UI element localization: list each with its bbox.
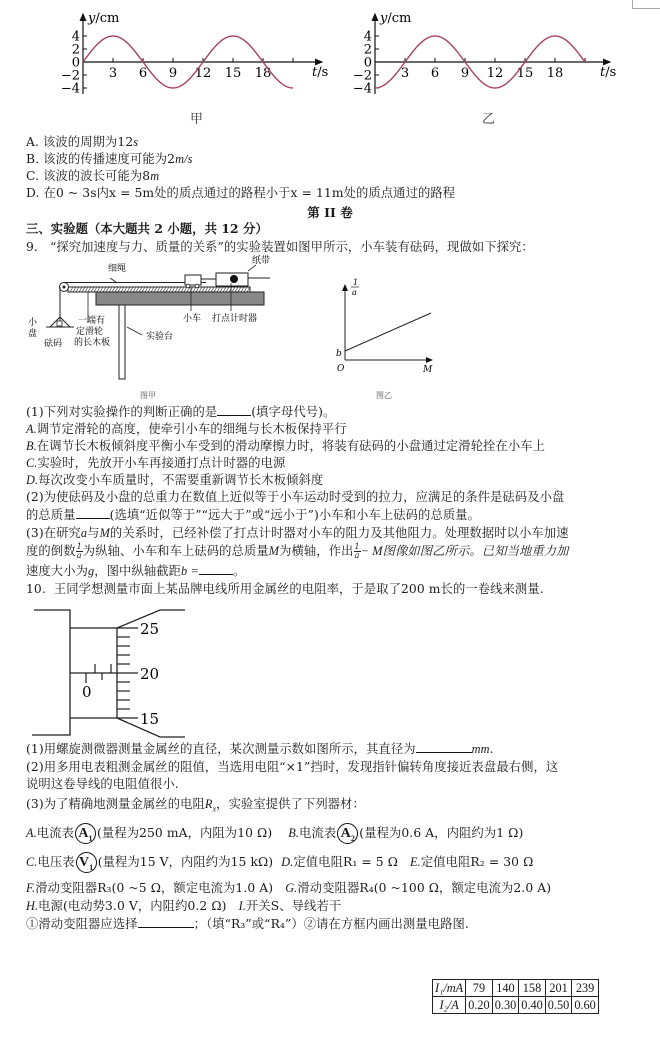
table-cell: 0.30 bbox=[492, 997, 519, 1014]
label-weight: 砝码 bbox=[44, 339, 63, 349]
y-tick-label: 2 bbox=[363, 42, 372, 58]
y-tick-label: 0 bbox=[71, 55, 80, 71]
x-tick-label: 18 bbox=[546, 66, 564, 81]
x-axis-label: t/s bbox=[312, 65, 329, 80]
voltmeter-v1-icon: $V_1$ bbox=[76, 852, 97, 873]
equipment-line-ab: A.电流表 $A_1$ (量程为250 mA，内阻为10 Ω) B.电流表 $A_2$ (量程为0.6 A，内阻约为1 Ω) bbox=[26, 822, 523, 844]
x-tick-label: 12 bbox=[486, 66, 504, 81]
option-a: A. 该波的周期为12s bbox=[26, 135, 139, 149]
label-pan-1: 小 bbox=[28, 318, 38, 328]
x-tick-label: 15 bbox=[516, 66, 534, 81]
q10-sub2-line2: 说明这卷导线的电阻值很小. bbox=[26, 777, 179, 791]
sleeve-zero-label: 0 bbox=[82, 683, 92, 701]
table-header-i2: I₂/A bbox=[433, 997, 466, 1014]
q9-sub3-line2: 度的倒数 $\frac{1}{a}$ 为纵轴、小车和车上砝码的总质量M为横轴，作出 $\frac{1}{a}$ − M图像如图乙所示。已知当地重力加 bbox=[26, 542, 569, 560]
q9-sub3-line3: 速度大小为g，图中纵轴截距b = 。 bbox=[26, 564, 246, 578]
answer-blank-1[interactable] bbox=[217, 404, 251, 416]
inverse-a-vs-m-graph bbox=[300, 265, 480, 405]
answer-blank-diameter[interactable] bbox=[416, 741, 472, 753]
q10-sub3: (3)为了精确地测量金属丝的电阻$R_x$，实验室提供了下列器材： bbox=[26, 797, 365, 814]
table-row bbox=[433, 997, 599, 1014]
label-board-1: 一端有 bbox=[78, 316, 106, 326]
table-cell: 201 bbox=[545, 980, 572, 997]
q9-sub1: (1)下列对实验操作的判断正确的是 (填字母代号)。 bbox=[26, 405, 336, 419]
option-d: D. 在0 ~ 3s内x = 5m处的质点通过的路程小于x = 11m处的质点通过的路程 bbox=[26, 186, 456, 200]
x-tick-label: 9 bbox=[460, 66, 470, 81]
q9-stem: 9. “探究加速度与力、质量的关系”的实验装置如图甲所示，小车装有砝码，现做如下探究： bbox=[26, 240, 534, 254]
thimble-label-15: 15 bbox=[140, 710, 160, 728]
origin-label: O bbox=[337, 364, 345, 374]
table-cell: 0.60 bbox=[572, 997, 599, 1014]
y-tick-label: −4 bbox=[60, 81, 80, 97]
table-cell: 0.50 bbox=[545, 997, 572, 1014]
equipment-line-hi: H.电源(电动势3.0 V，内阻约0.2 Ω) I.开关S、导线若干 bbox=[26, 899, 342, 913]
table-cell: 0.40 bbox=[519, 997, 546, 1014]
y-axis-label: y/cm bbox=[88, 11, 120, 26]
answer-blank-3[interactable] bbox=[199, 563, 233, 575]
ammeter-a1-icon: $A_1$ bbox=[75, 823, 96, 844]
x-tick-label: 6 bbox=[138, 66, 148, 81]
thimble-label-25: 25 bbox=[140, 620, 160, 638]
apparatus-diagram bbox=[20, 255, 290, 405]
y-tick-label: 4 bbox=[363, 29, 372, 45]
q9-sub2-line1: (2)为使砝码及小盘的总重力在数值上近似等于小车运动时受到的拉力，应满足的条件是砝码及小盘 bbox=[26, 490, 565, 504]
q9-sub3-line1: (3)在研究a与M的关系时，已经补偿了打点计时器对小车的阻力及其他阻力。处理数据时以小车加速 bbox=[26, 526, 569, 540]
q9-sub1-option-b: B.在调节长木板倾斜度平衡小车受到的滑动摩擦力时，将装有砝码的小盘通过定滑轮拴在小车上 bbox=[26, 439, 546, 453]
graph-line bbox=[345, 313, 431, 351]
chart-yi-caption: 乙 bbox=[482, 112, 496, 127]
label-cart: 小车 bbox=[183, 314, 202, 324]
label-rope: 细绳 bbox=[108, 264, 127, 274]
y-tick-label: 4 bbox=[71, 29, 80, 45]
x-tick-label: 9 bbox=[168, 66, 178, 81]
table-row bbox=[433, 980, 599, 997]
table-cell: 239 bbox=[572, 980, 599, 997]
current-data-table bbox=[432, 979, 599, 1014]
q9-sub2-line2: 的总质量 (选填“近似等于”“远大于”或“远小于”)小车和小车上砝码的总质量。 bbox=[26, 508, 481, 522]
chart-jia-caption: 甲 bbox=[190, 112, 204, 127]
x-tick-label: 18 bbox=[254, 66, 272, 81]
table-cell: 140 bbox=[492, 980, 519, 997]
label-board-2: 定滑轮 bbox=[76, 327, 104, 337]
q10-final: ①滑动变阻器应选择 ；（填“R₃”或“R₄”）②请在方框内画出测量电路图. bbox=[26, 917, 469, 931]
x-tick-label: 6 bbox=[430, 66, 440, 81]
equipment-line-cde: C.电压表 $V_1$ (量程为15 V，内阻约为15 kΩ) D.定值电阻R₁ = 5 Ω E.定值电阻R₂ = 30 Ω bbox=[26, 851, 533, 873]
y-tick-label: −4 bbox=[352, 81, 372, 97]
y-label-num: 1 bbox=[353, 278, 359, 287]
section-title: 第 II 卷 bbox=[307, 205, 353, 220]
x-label: M bbox=[423, 365, 433, 375]
label-board-3: 的长木板 bbox=[74, 338, 111, 348]
y-axis-label: y/cm bbox=[380, 11, 412, 26]
q9-sub1-option-c: C.实验时，先放开小车再接通打点计时器的电源 bbox=[26, 456, 286, 470]
y-tick-label: −2 bbox=[60, 68, 80, 84]
part-title: 三、实验题（本大题共 2 小题，共 12 分） bbox=[26, 221, 268, 236]
q9-sub1-option-d: D.每次改变小车质量时，不需要重新调节长木板倾斜度 bbox=[26, 473, 324, 487]
table-cell: 79 bbox=[466, 980, 493, 997]
x-tick-label: 12 bbox=[194, 66, 212, 81]
x-axis-label: t/s bbox=[600, 65, 617, 80]
q10-sub2-line1: (2)用多用电表粗测金属丝的阻值，当选用电阻“×1”挡时，发现指针偏转角度接近表盘最右侧，这 bbox=[26, 760, 559, 774]
option-b: B. 该波的传播速度可能为2m/s bbox=[26, 152, 193, 166]
q9-sub1-option-a: A.调节定滑轮的高度，使牵引小车的细绳与长木板保持平行 bbox=[26, 422, 347, 436]
table-cell: 158 bbox=[519, 980, 546, 997]
y-label-den: a bbox=[352, 288, 357, 297]
option-c: C. 该波的波长可能为8m bbox=[26, 169, 160, 183]
answer-blank-rheostat[interactable] bbox=[138, 916, 194, 928]
wave-charts bbox=[0, 0, 660, 130]
table-cell: 0.20 bbox=[466, 997, 493, 1014]
chart-jia bbox=[61, 11, 328, 97]
micrometer-diagram bbox=[20, 600, 220, 740]
label-tape: 纸带 bbox=[252, 256, 271, 266]
y-tick-label: 2 bbox=[71, 42, 80, 58]
x-tick-label: 15 bbox=[224, 66, 242, 81]
fig-jia-caption: 图甲 bbox=[140, 391, 156, 400]
q10-stem: 10. 王同学想测量市面上某品牌电线所用金属丝的电阻率，于是取了200 m长的一卷线来测量. bbox=[26, 582, 544, 596]
label-table: 实验台 bbox=[146, 332, 174, 342]
x-tick-label: 3 bbox=[400, 66, 410, 81]
q10-sub1: (1)用螺旋测微器测量金属丝的直径，某次测量示数如图所示，其直径为 mm. bbox=[26, 742, 494, 756]
equipment-line-fg: F.滑动变阻器R₃(0 ~5 Ω，额定电流为1.0 A) G.滑动变阻器R₄(0 ~100 Ω，额定电流为2.0 A) bbox=[26, 881, 552, 895]
y-tick-label: 0 bbox=[363, 55, 372, 71]
thimble-ticks bbox=[117, 628, 138, 718]
intercept-label: b bbox=[336, 349, 342, 359]
label-timer: 打点计时器 bbox=[212, 314, 258, 324]
label-pan-2: 盘 bbox=[28, 329, 38, 339]
answer-blank-2[interactable] bbox=[76, 507, 110, 519]
fig-yi-caption: 图乙 bbox=[376, 391, 392, 400]
thimble-label-20: 20 bbox=[140, 665, 160, 683]
table-header-i1: I₁/mA bbox=[433, 980, 466, 997]
x-tick-label: 3 bbox=[108, 66, 118, 81]
ammeter-a2-icon: $A_2$ bbox=[337, 823, 358, 844]
y-tick-label: −2 bbox=[352, 68, 372, 84]
chart-yi bbox=[353, 11, 616, 97]
